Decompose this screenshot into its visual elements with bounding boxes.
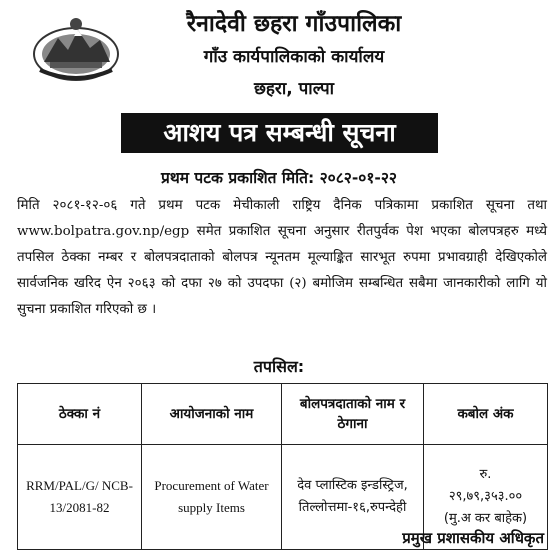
details-heading: तपसिल: [253,357,305,376]
column-header-bid-amount: कबोल अंक [424,384,548,445]
office-location: छहरा, पाल्पा [253,79,335,99]
project-name-cell: Procurement of Water supply Items [142,445,282,550]
amount-note: (मु.अ कर बाहेक) [443,511,528,526]
details-table [17,383,548,550]
table-header-row [18,384,548,445]
column-header-project-name: आयोजनाको नाम [142,384,282,445]
notice-title-banner: आशय पत्र सम्बन्धी सूचना [121,113,438,153]
signatory-title: प्रमुख प्रशासकीय अधिकृत [402,529,544,547]
notice-body: मिति २०८१-१२-०६ गते प्रथम पटक मेचीकाली राष्ट्रिय दैनिक पत्रिकामा प्रकाशित सूचना तथा www.bolpatra.gov.np/egp समेत प्रकाशित सूचना अनुसार रीतपुर्वक पेश भएका बोलपत्रहरु मध्ये तपसिल ठेक्का नम्बर र बोलपत्रदाताको बोलपत्र न्यूनतम मूल्याङ्कित सारभूत रुपमा प्रभावग्राही देखिएकोले सार्वजनिक खरिद ऐन २०६३ को दफा २७ को उपदफा (२) बमोजिम सम्बन्धित सबैमा जानकारीको लागि यो सुचना प्रकाशित गरिएको छ । [17,198,547,317]
contract-number-cell: RRM/PAL/G/ NCB-13/2081-82 [18,445,142,550]
column-header-contract-no: ठेक्का नं [18,384,142,445]
amount-value: २९,७९,३५३.०० [448,489,523,504]
office-name: गाँउ कार्यपालिकाको कार्यालय [203,47,385,67]
column-header-bidder: बोलपत्रदाताको नाम र ठेगाना [282,384,424,445]
amount-prefix: रु. [479,467,492,482]
first-published-date: प्रथम पटक प्रकाशित मिति: २०८२-०१-२२ [161,169,397,187]
bidder-cell: देव प्लास्टिक इन्डस्ट्रिज, तिल्लोत्तमा-१६,रुपन्देही [282,445,424,550]
municipality-name: रैनादेवी छहरा गाँउपालिका [186,11,402,37]
